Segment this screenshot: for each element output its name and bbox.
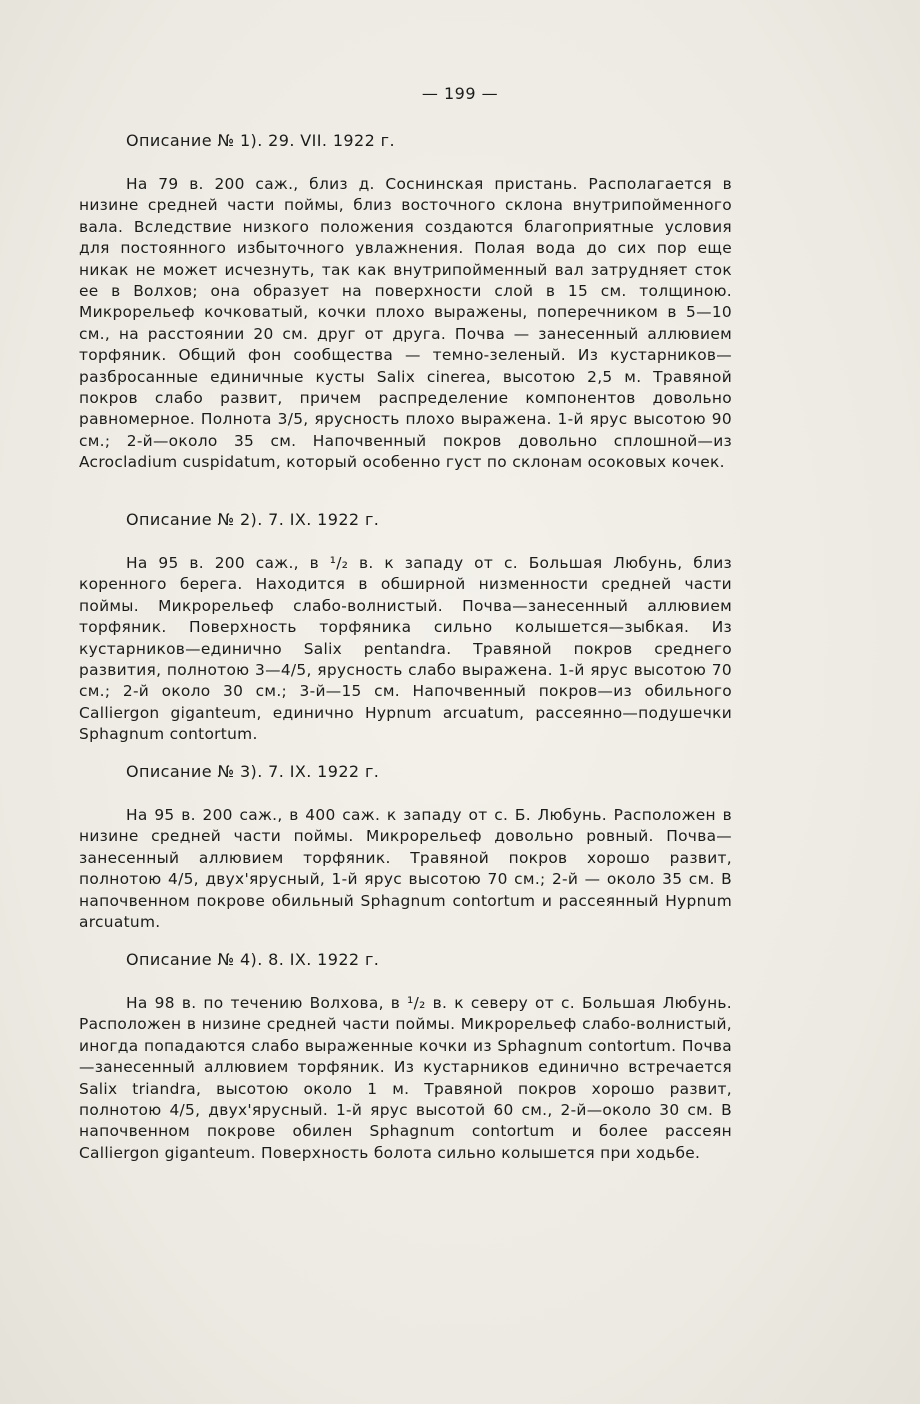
- description-text: На 95 в. 200 саж., в ¹/₂ в. к западу от с. Большая Любунь, близ коренного берега. Находится в обширной низменности средней части поймы. Микрорельеф слабо-волнистый. Почва—занесенный аллювием торфяник. Поверхность торфяника сильно колышется—зыбкая. Из кустарников—единично Salix pentandra. Травяной покров среднего развития, полнотою 3—4/5, ярусность слабо выражена. 1-й ярус высотою 70 см.; 2-й около 30 см.; 3-й—15 см. Напочвенный покров—из обильного Calliergon giganteum, единично Hypnum arcuatum, рассеянно—подушечки Sphagnum contortum.: [79, 554, 732, 744]
- description-3: [79, 762, 732, 933]
- page-number: — 199 —: [421, 84, 499, 103]
- description-text: На 95 в. 200 саж., в 400 саж. к западу от с. Б. Любунь. Расположен в низине средней части поймы. Микрорельеф довольно ровный. Почва—занесенный аллювием торфяник. Травяной покров хорошо развит, полнотою 4/5, двух'ярусный, 1-й ярус высотою 70 см.; 2-й — около 35 см. В напочвенном покрове обильный Sphagnum contortum и рассеянный Hypnum arcuatum.: [79, 806, 732, 932]
- description-heading: Описание № 3). 7. IX. 1922 г.: [126, 762, 380, 781]
- description-heading: Описание № 2). 7. IX. 1922 г.: [126, 510, 380, 529]
- description-heading: Описание № 4). 8. IX. 1922 г.: [126, 950, 380, 969]
- description-text: На 79 в. 200 саж., близ д. Соснинская пристань. Располагается в низине средней части поймы, близ восточного склона внутрипойменного вала. Вследствие низкого положения создаются благоприятные условия для постоянного избыточного увлажнения. Полая вода до сих пор еще никак не может исчезнуть, так как внутрипойменный вал затрудняет сток ее в Волхов; она образует на поверхности слой в 15 см. толщиною. Микрорельеф кочковатый, кочки плохо выражены, поперечником в 5—10 см., на расстоянии 20 см. друг от друга. Почва — занесенный аллювием торфяник. Общий фон сообщества — темно-зеленый. Из кустарников—разбросанные единичные кусты Salix cinerea, высотою 2,5 м. Травяной покров слабо развит, причем распределение компонентов довольно равномерное. Полнота 3/5, ярусность плохо выражена. 1-й ярус высотою 90 см.; 2-й—около 35 см. Напочвенный покров довольно сплошной—из Acrocladium cuspidatum, который особенно густ по склонам осоковых кочек.: [79, 175, 732, 472]
- description-4: [79, 950, 732, 1164]
- description-1: [79, 131, 732, 474]
- description-heading: Описание № 1). 29. VII. 1922 г.: [126, 131, 395, 150]
- description-2: [79, 510, 732, 746]
- description-text: На 98 в. по течению Волхова, в ¹/₂ в. к северу от с. Большая Любунь. Расположен в низине средней части поймы. Микрорельеф слабо-волнистый, иногда попадаются слабо выраженные кочки из Sphagnum contortum. Почва—занесенный аллювием торфяник. Из кустарников единично встречается Salix triandra, высотою около 1 м. Травяной покров хорошо развит, полнотою 4/5, двух'ярусный. 1-й ярус высотой 60 см., 2-й—около 30 см. В напочвенном покрове обилен Sphagnum contortum и более рассеян Calliergon giganteum. Поверхность болота сильно колышется при ходьбе.: [79, 994, 732, 1162]
